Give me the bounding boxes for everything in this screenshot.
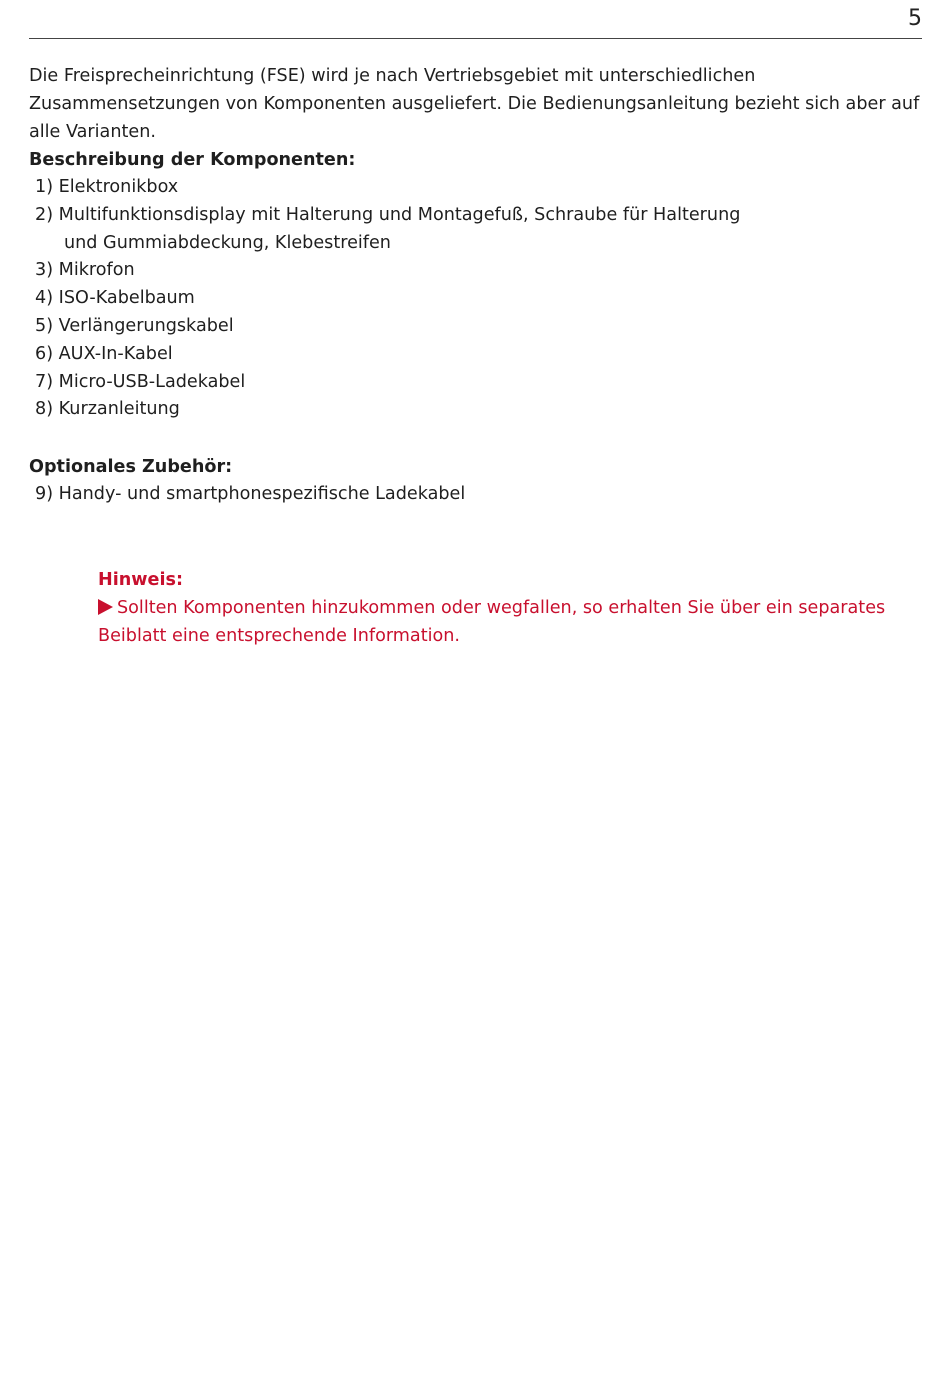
list-item-label: 4) ISO-Kabelbaum — [35, 288, 195, 309]
list-item-continuation: und Gummiabdeckung, Klebestreifen — [64, 232, 391, 253]
intro-paragraph: Die Freisprecheinrichtung (FSE) wird je nach Vertriebsgebiet mit unterschiedlichen Zusammensetzungen von Komponenten ausgeliefert. Die Bedienungsanleitung bezieht sich aber auf alle Varianten. — [29, 66, 920, 142]
list-item — [29, 369, 924, 397]
list-item-label: 6) AUX-In-Kabel — [35, 343, 173, 364]
components-list — [29, 174, 924, 424]
accessories-section — [29, 453, 924, 509]
header-divider — [29, 38, 922, 39]
list-item-label: 1) Elektronikbox — [35, 177, 179, 197]
list-item — [29, 174, 924, 202]
page-number: 5 — [908, 6, 922, 31]
list-item-label: 9) Handy- und smartphonespezifische Ladekabel — [35, 484, 466, 504]
list-item — [29, 396, 924, 424]
note-text: Sollten Komponenten hinzukommen oder wegfallen, so erhalten Sie über ein separates Beiblatt eine entsprechende Information. — [98, 598, 886, 646]
components-heading: Beschreibung der Komponenten: — [29, 150, 356, 170]
list-item-label: 5) Verlängerungskabel — [35, 315, 234, 336]
list-item — [29, 285, 924, 313]
arrow-right-icon — [98, 599, 113, 615]
list-item-label: 8) Kurzanleitung — [35, 399, 180, 420]
list-item-label: 7) Micro-USB-Ladekabel — [35, 371, 246, 392]
list-item — [29, 202, 924, 258]
note-box — [98, 566, 926, 650]
components-section — [29, 146, 924, 424]
note-paragraph — [98, 594, 926, 650]
list-item — [29, 481, 924, 509]
list-item — [29, 341, 924, 369]
note-title: Hinweis: — [98, 570, 184, 590]
list-item — [29, 257, 924, 285]
accessories-list — [29, 481, 924, 509]
accessories-heading: Optionales Zubehör: — [29, 457, 233, 477]
list-item-label: 3) Mikrofon — [35, 260, 135, 281]
list-item — [29, 313, 924, 341]
list-item-label: 2) Multifunktionsdisplay mit Halterung und Montagefuß, Schraube für Halterung — [35, 204, 741, 225]
